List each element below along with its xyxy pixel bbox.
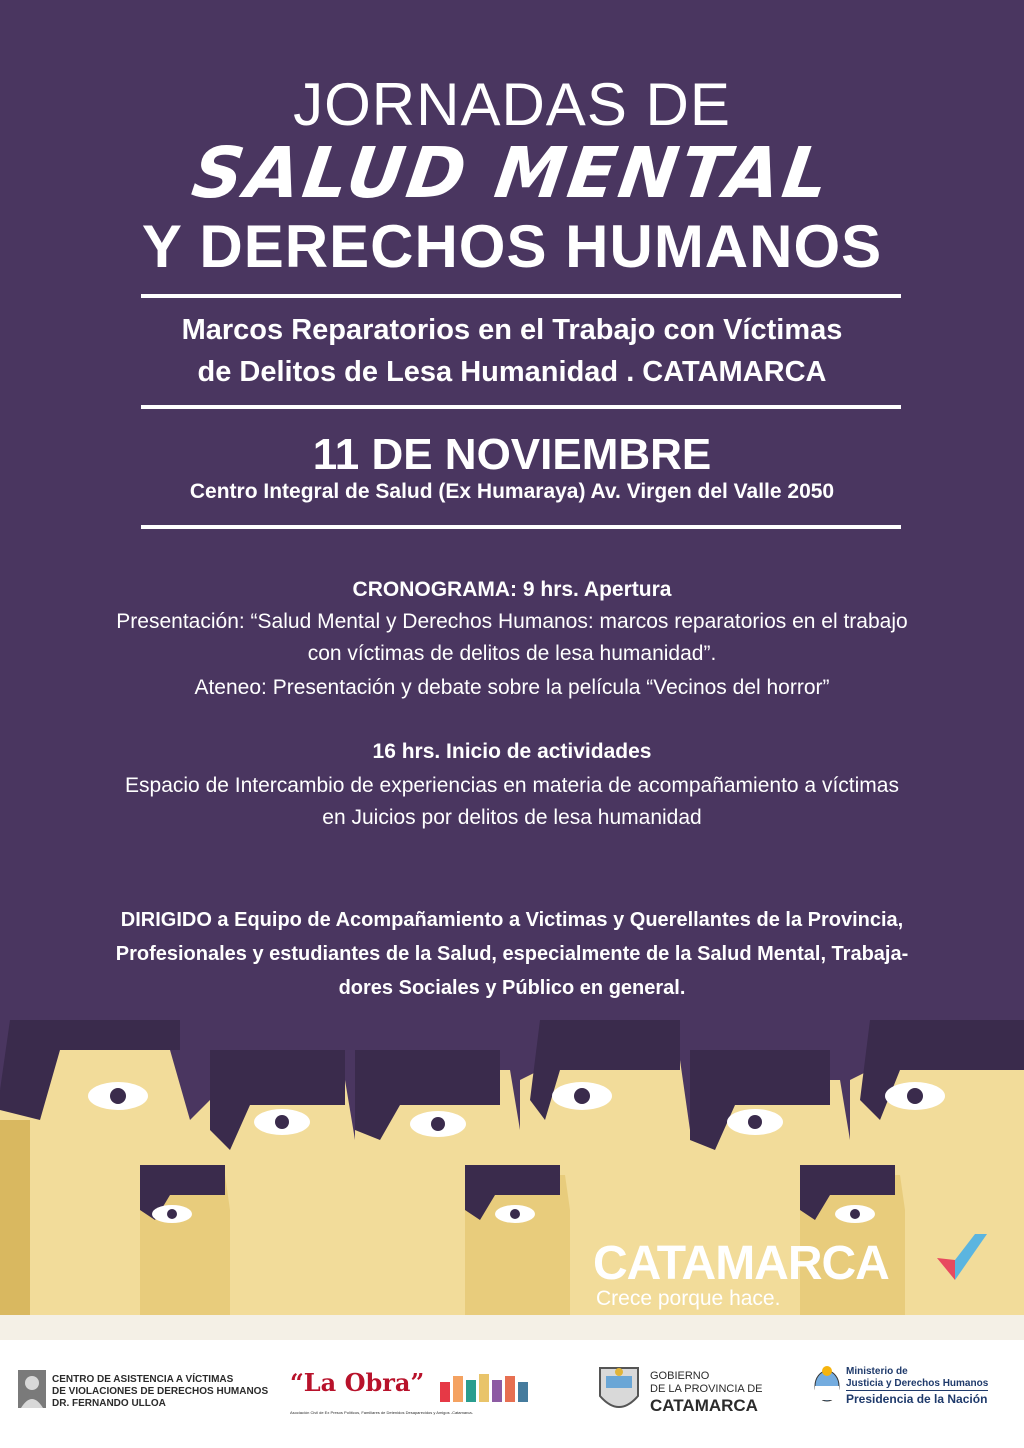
subtitle-line-1: Marcos Reparatorios en el Trabajo con Víctimas: [181, 314, 843, 346]
audience-line-2: Profesionales y estudiantes de la Salud, especialmente de la Salud Mental, Trabaja-: [115, 943, 909, 965]
schedule-line-3: Ateneo: Presentación y debate sobre la película “Vecinos del horror”: [194, 676, 830, 699]
centro-text: [52, 1374, 268, 1410]
audience-line-3: dores Sociales y Público en general.: [338, 977, 686, 999]
title-line-3: Y DERECHOS HUMANOS: [141, 213, 883, 280]
schedule-line-5: en Juicios por delitos de lesa humanidad: [322, 806, 702, 829]
brand-tagline: Crece porque hace.: [596, 1287, 781, 1310]
national-shield-icon: [812, 1364, 842, 1404]
audience-line-1: DIRIGIDO a Equipo de Acompañamiento a Victimas y Querellantes de la Provincia,: [120, 909, 904, 931]
divider: [141, 525, 901, 529]
centro-line-3: DR. FERNANDO ULLOA: [52, 1398, 166, 1409]
ministerio-line-1: Ministerio de: [846, 1366, 908, 1377]
schedule-line-4: Espacio de Intercambio de experiencias en materia de acompañamiento a víctimas: [125, 774, 899, 797]
ministerio-line-2: Justicia y Derechos Humanos: [846, 1378, 989, 1389]
hands-icon: [438, 1368, 538, 1404]
la-obra-desc: Asociación Civil de Ex Presos Políticos, Familiares de Detenidos Desaparecidos y Amigos -Catamarca-: [290, 1410, 473, 1415]
face: [140, 1165, 230, 1340]
gobierno-line-3: CATAMARCA: [650, 1396, 758, 1415]
ministerio-text: [846, 1366, 988, 1405]
provincial-shield-icon: [596, 1362, 642, 1418]
footer-logos: [0, 1340, 1024, 1448]
la-obra-name: “La Obra”: [290, 1368, 425, 1397]
schedule-line-1: Presentación: “Salud Mental y Derechos Humanos: marcos reparatorios en el trabajo: [116, 610, 908, 633]
centro-line-1: CENTRO DE ASISTENCIA A VÍCTIMAS: [52, 1374, 234, 1385]
portrait-icon: [18, 1370, 46, 1408]
event-address: Centro Integral de Salud (Ex Humaraya) Av. Virgen del Valle 2050: [189, 480, 835, 503]
schedule-line-2: con víctimas de delitos de lesa humanidad”.: [307, 642, 717, 665]
subtitle-line-2: de Delitos de Lesa Humanidad . CATAMARCA: [197, 356, 827, 388]
divider: [141, 294, 901, 298]
brand-check-icon: [935, 1230, 990, 1285]
gobierno-line-2: DE LA PROVINCIA DE: [650, 1383, 763, 1395]
event-date: 11 DE NOVIEMBRE: [312, 430, 712, 479]
centro-line-2: DE VIOLACIONES DE DERECHOS HUMANOS: [52, 1386, 269, 1397]
ministerio-line-3: Presidencia de la Nación: [846, 1392, 988, 1406]
schedule-heading: CRONOGRAMA: 9 hrs. Apertura: [352, 578, 672, 601]
centro-logo: [18, 1370, 46, 1413]
divider: [141, 405, 901, 409]
gobierno-text: [650, 1370, 762, 1416]
brand-name: CATAMARCA: [593, 1237, 889, 1290]
gobierno-line-1: GOBIERNO: [650, 1370, 710, 1382]
title-line-2: SALUD MENTAL: [187, 132, 837, 214]
title-line-1: JORNADAS DE: [293, 71, 731, 138]
schedule-heading-2: 16 hrs. Inicio de actividades: [372, 740, 652, 763]
face: [465, 1165, 570, 1340]
